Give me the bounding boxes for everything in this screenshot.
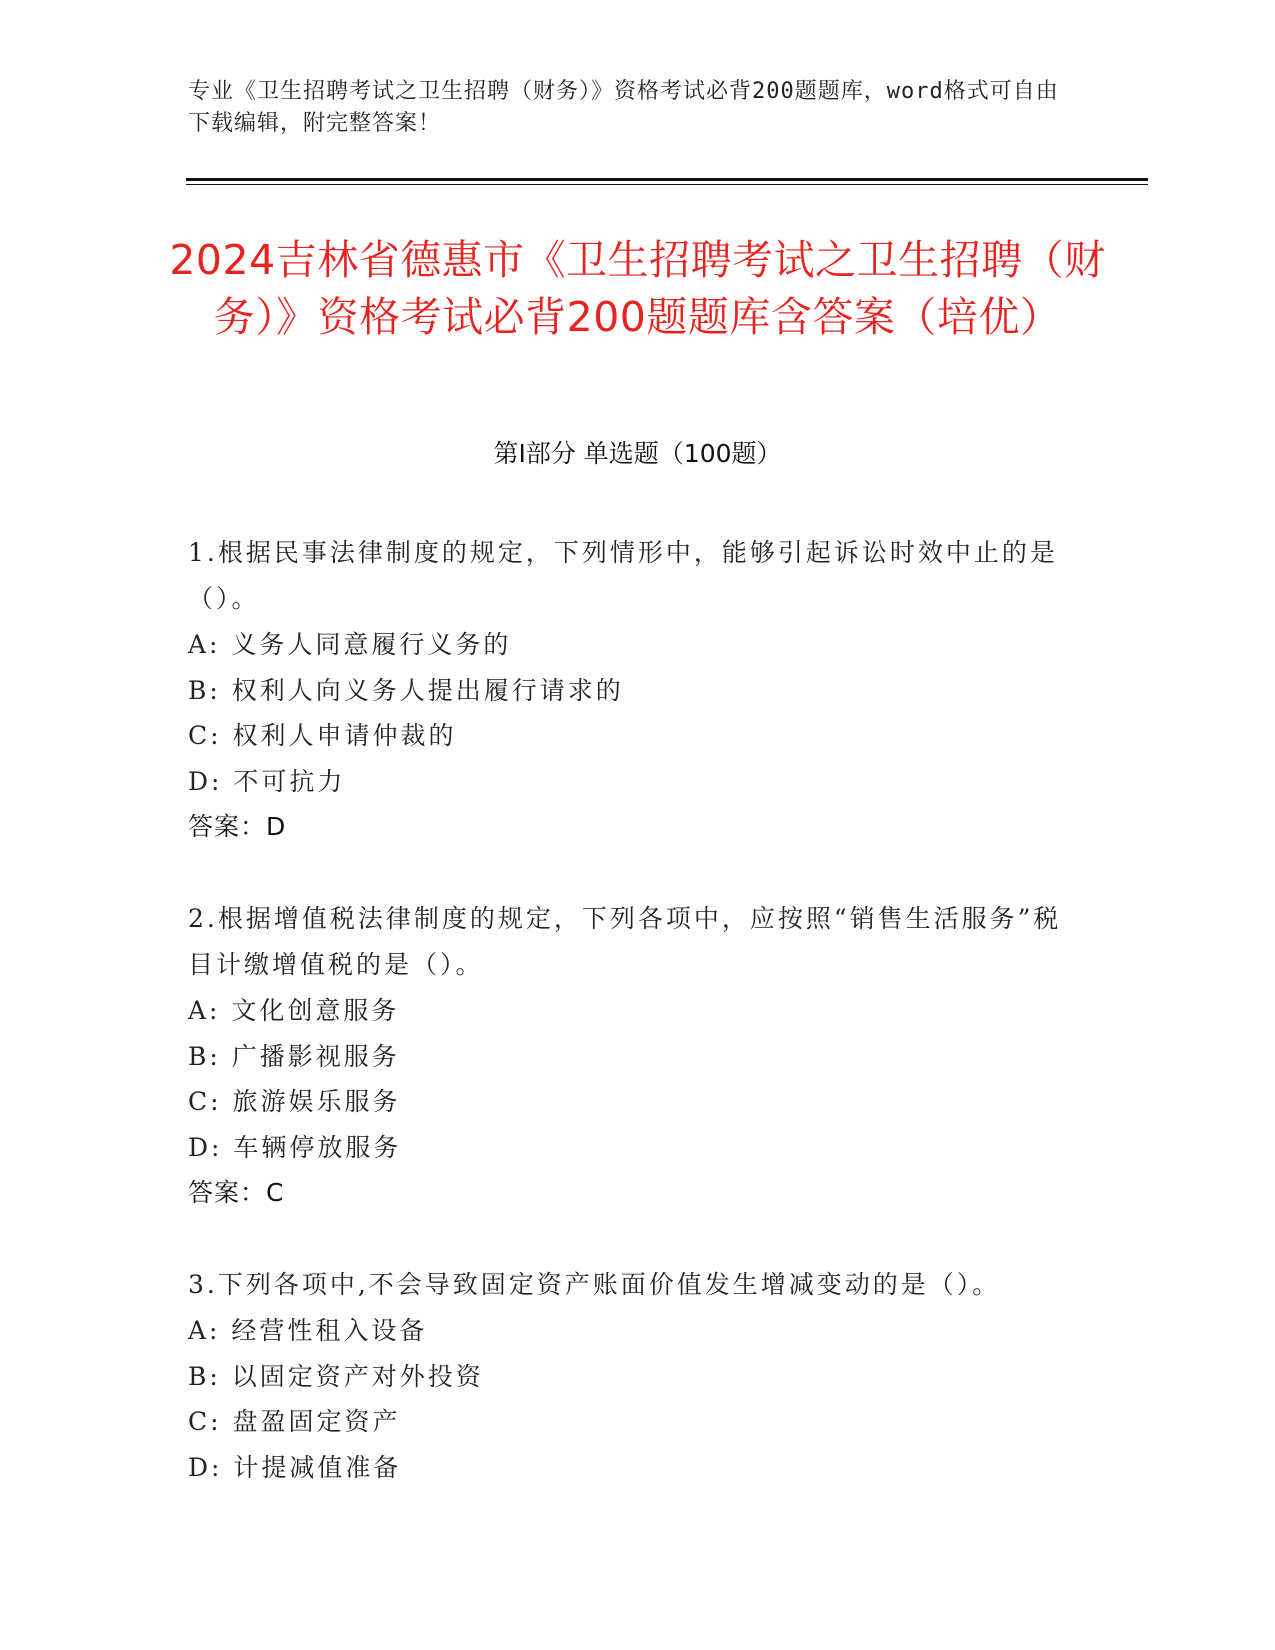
header-rule-thick [186, 178, 1148, 181]
section-heading: 第Ⅰ部分 单选题（100题） [493, 439, 782, 468]
option-b: B: 权利人向义务人提出履行请求的 [188, 675, 624, 705]
option-d: D: 计提减值准备 [188, 1452, 402, 1482]
question-stem: 3.下列各项中,不会导致固定资产账面价值发生增减变动的是（）。 [188, 1270, 1001, 1299]
option-c: C: 权利人申请仲裁的 [188, 721, 457, 750]
option-b: B: 以固定资产对外投资 [188, 1361, 484, 1391]
question-2 [188, 896, 1068, 1216]
document-title: 2024吉林省德惠市《卫生招聘考试之卫生招聘（财务）》资格考试必背200题题库含答案（培优） [169, 236, 1106, 341]
option-d: D: 车辆停放服务 [188, 1132, 402, 1162]
option-a: A: 经营性租入设备 [188, 1316, 428, 1345]
option-a: A: 文化创意服务 [188, 996, 400, 1025]
header-rule-thin [186, 184, 1148, 185]
question-stem: 2.根据增值税法律制度的规定，下列各项中，应按照“销售生活服务”税目计缴增值税的是（）。 [188, 904, 1062, 979]
option-c: C: 盘盈固定资产 [188, 1407, 401, 1436]
option-c: C: 旅游娱乐服务 [188, 1087, 401, 1116]
question-3 [188, 1262, 1068, 1490]
option-a: A: 义务人同意履行义务的 [188, 630, 512, 659]
question-stem: 1.根据民事法律制度的规定，下列情形中，能够引起诉讼时效中止的是（）。 [188, 538, 1058, 613]
option-b: B: 广播影视服务 [188, 1041, 400, 1071]
question-list [188, 530, 1068, 1536]
answer: 答案：D [188, 812, 287, 841]
intro-text: 专业《卫生招聘考试之卫生招聘（财务）》资格考试必背200题题库，word格式可自由下载编辑，附完整答案！ [188, 79, 1059, 136]
question-1 [188, 530, 1068, 850]
answer: 答案：C [188, 1178, 285, 1207]
option-d: D: 不可抗力 [188, 766, 346, 796]
